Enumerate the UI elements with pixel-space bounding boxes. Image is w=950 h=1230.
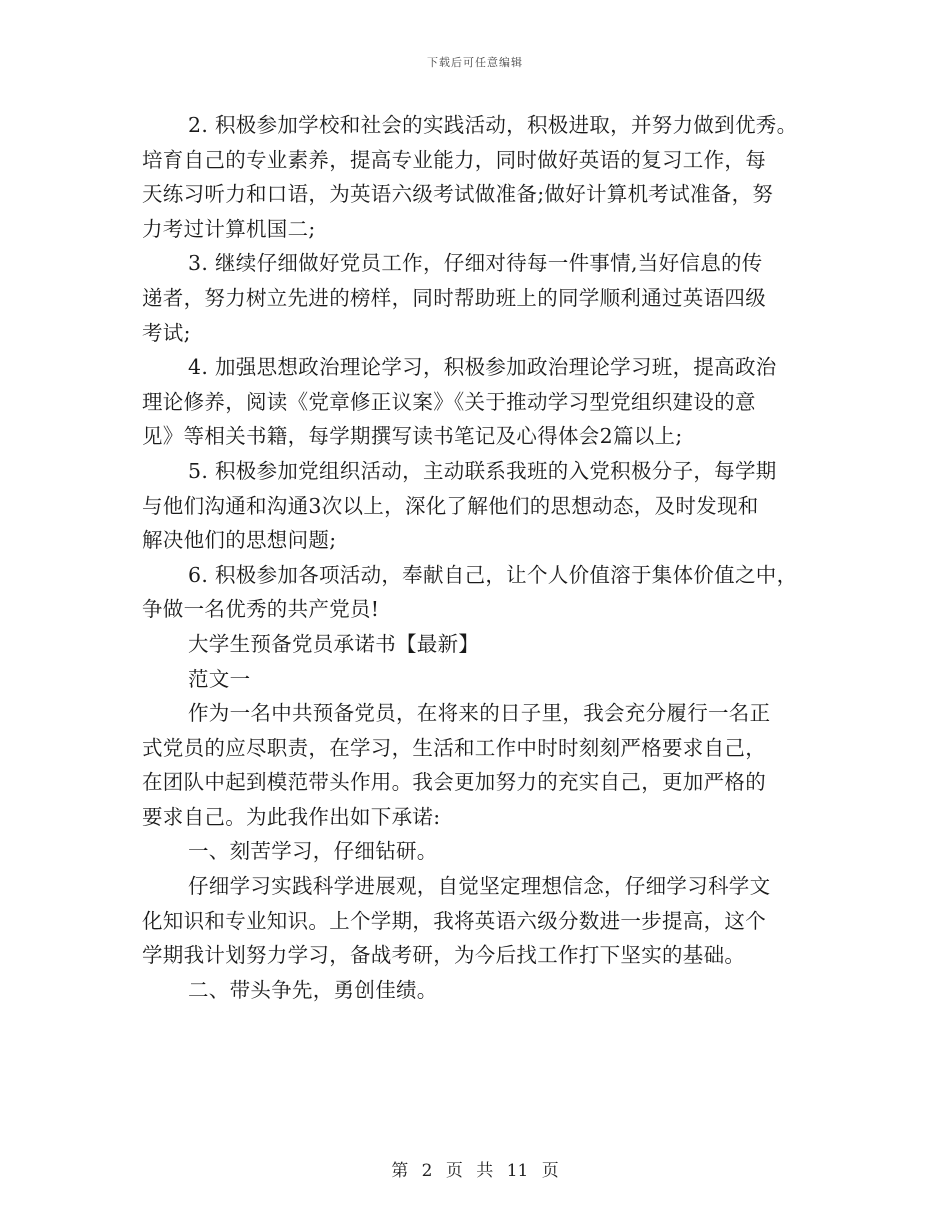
text-line: 培育自己的专业素养，提高专业能力，同时做好英语的复习工作，每 <box>142 147 766 172</box>
text-line: 解决他们的思想问题; <box>142 528 337 553</box>
text-line: 5. 积极参加党组织活动，主动联系我班的入党积极分子，每学期 <box>188 458 777 483</box>
text-line: 4. 加强思想政治理论学习，积极参加政治理论学习班，提高政治 <box>188 355 777 380</box>
text-line: 化知识和专业知识。上个学期，我将英语六级分数进一步提高，这个 <box>142 908 766 933</box>
text-line: 2. 积极参加学校和社会的实践活动，积极进取，并努力做到优秀。 <box>188 113 798 137</box>
text-line: 见》等相关书籍，每学期撰写读书笔记及心得体会2篇以上; <box>142 424 683 449</box>
text-line: 3. 继续仔细做好党员工作，仔细对待每一件事情,当好信息的传 <box>188 251 763 276</box>
text-line: 考试; <box>142 320 191 345</box>
text-line: 6. 积极参加各项活动，奉献自己，让个人价值溶于集体价值之中， <box>188 562 798 587</box>
text-line: 大学生预备党员承诺书【最新】 <box>188 631 480 656</box>
text-line: 理论修养，阅读《党章修正议案》《关于推动学习型党组织建设的意 <box>142 389 756 414</box>
text-line: 与他们沟通和沟通3次以上，深化了解他们的思想动态，及时发现和 <box>142 493 759 518</box>
document-body <box>142 108 832 1007</box>
text-line: 一、刻苦学习，仔细钻研。 <box>188 839 438 864</box>
text-line: 递者，努力树立先进的榜样，同时帮助班上的同学顺利通过英语四级 <box>142 285 766 310</box>
text-line: 学期我计划努力学习，备战考研，为今后找工作打下坚实的基础。 <box>142 943 746 968</box>
text-line: 要求自己。为此我作出如下承诺: <box>142 804 441 829</box>
text-line: 作为一名中共预备党员，在将来的日子里，我会充分履行一名正 <box>188 701 771 726</box>
text-line: 争做一名优秀的共产党员! <box>142 597 380 622</box>
text-line: 式党员的应尽职责，在学习，生活和工作中时时刻刻严格要求自己， <box>142 735 766 760</box>
text-line: 力考过计算机国二; <box>142 216 316 241</box>
text-line: 天练习听力和口语，为英语六级考试做准备;做好计算机考试准备，努 <box>142 182 774 207</box>
text-line: 仔细学习实践科学进展观，自觉坚定理想信念，仔细学习科学文 <box>188 874 771 899</box>
page-footer: 第 2 页 共 11 页 <box>391 1161 559 1181</box>
text-line: 二、带头争先，勇创佳绩。 <box>188 977 438 1002</box>
text-line: 范文一 <box>188 666 251 691</box>
page-header: 下载后可任意编辑 <box>427 56 523 69</box>
text-line: 在团队中起到模范带头作用。我会更加努力的充实自己，更加严格的 <box>142 770 766 795</box>
